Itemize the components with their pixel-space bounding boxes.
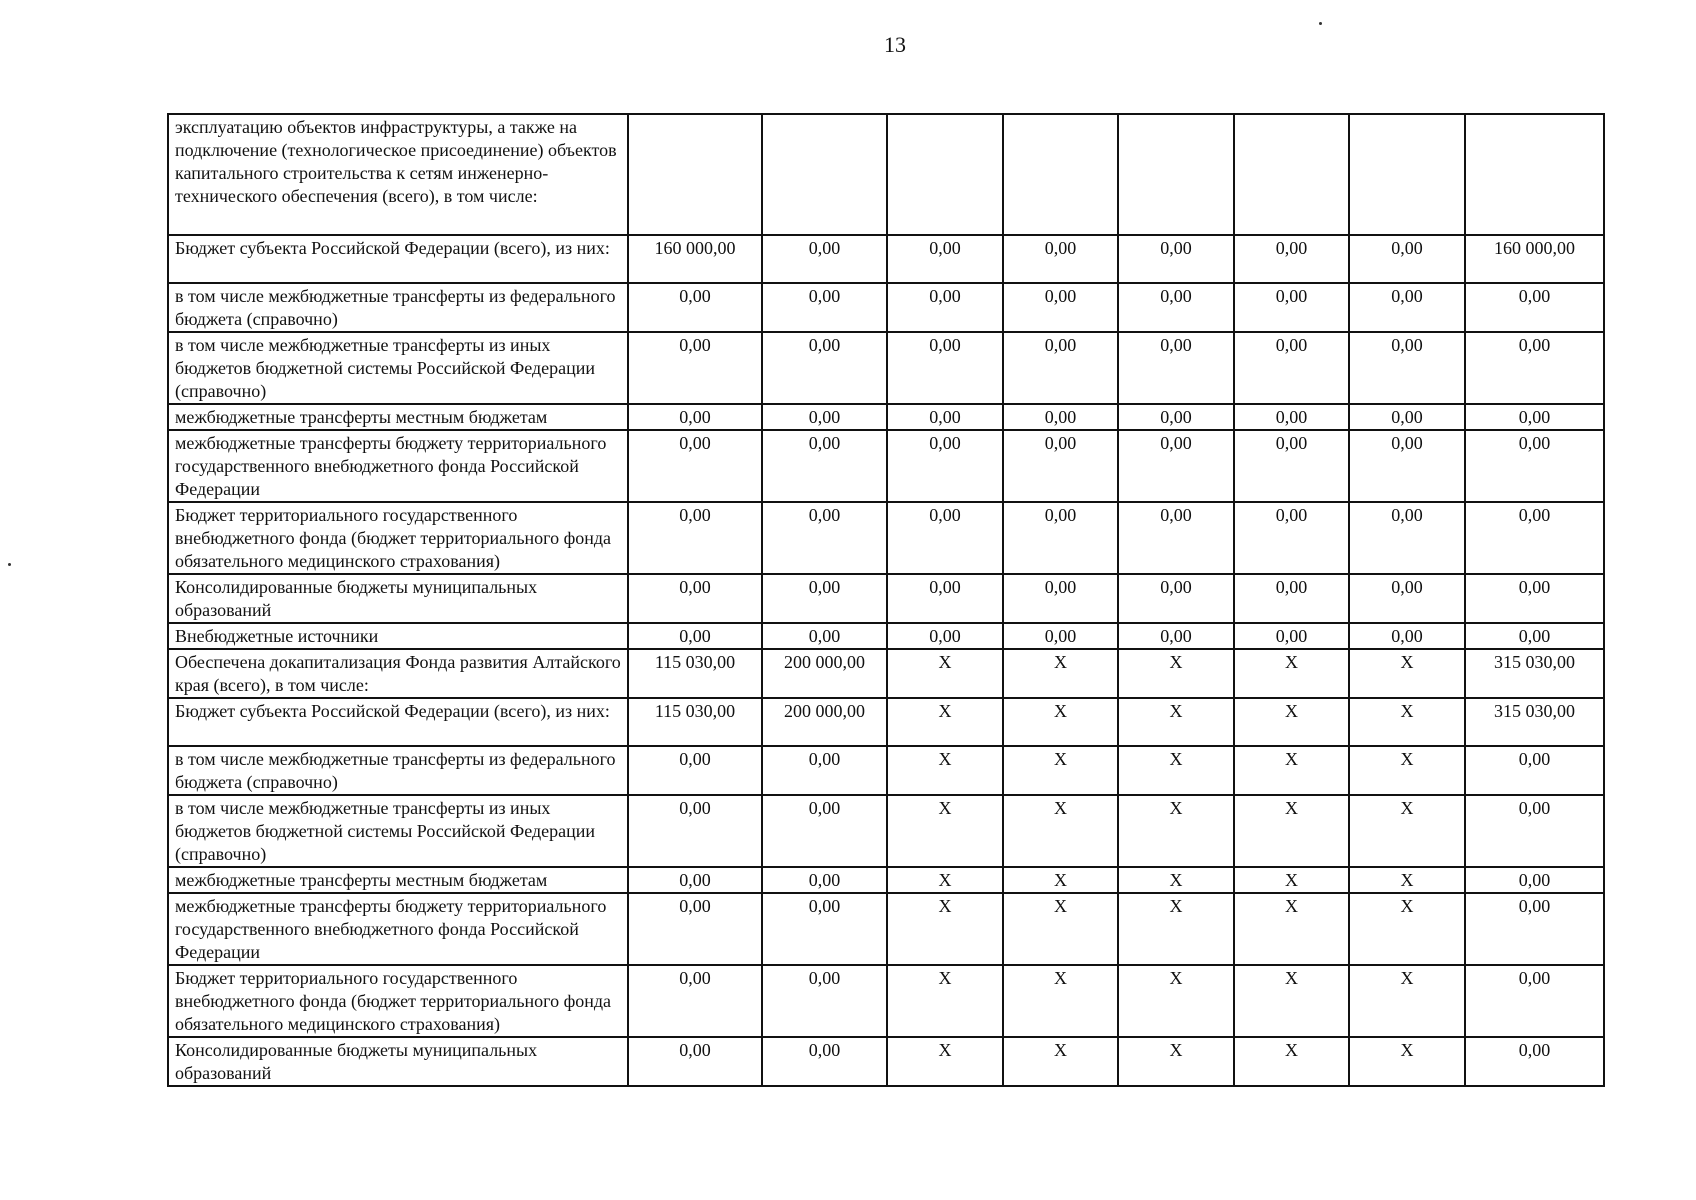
value-cell: 0,00 [628,404,762,430]
value-cell: X [887,746,1003,795]
row-label: межбюджетные трансферты бюджету территориального государственного внебюджетного фонда Российской Федерации [168,893,628,965]
value-cell: X [1234,1037,1349,1086]
value-cell: 0,00 [628,746,762,795]
value-cell: X [1118,965,1234,1037]
value-cell: X [1234,965,1349,1037]
value-cell: 0,00 [1118,283,1234,332]
value-cell: 0,00 [1003,502,1118,574]
value-cell: 0,00 [628,1037,762,1086]
value-cell: 0,00 [887,332,1003,404]
value-cell: 0,00 [628,430,762,502]
value-cell: 0,00 [1234,283,1349,332]
value-cell: 160 000,00 [1465,235,1604,283]
value-cell: X [1003,867,1118,893]
row-label: в том числе межбюджетные трансферты из федерального бюджета (справочно) [168,746,628,795]
row-label: Консолидированные бюджеты муниципальных образований [168,1037,628,1086]
value-cell: 0,00 [1234,332,1349,404]
table-row [168,114,1604,235]
value-cell: X [887,698,1003,746]
row-label: Обеспечена докапитализация Фонда развития Алтайского края (всего), в том числе: [168,649,628,698]
value-cell: 0,00 [1349,623,1465,649]
value-cell: 0,00 [762,1037,887,1086]
value-cell: 0,00 [1003,574,1118,623]
value-cell: 0,00 [762,867,887,893]
value-cell: 0,00 [1349,235,1465,283]
table-row [168,746,1604,795]
row-label: в том числе межбюджетные трансферты из федерального бюджета (справочно) [168,283,628,332]
value-cell: 0,00 [887,623,1003,649]
value-cell: 0,00 [762,623,887,649]
value-cell: 0,00 [1003,623,1118,649]
value-cell: 0,00 [628,332,762,404]
value-cell: 0,00 [762,430,887,502]
value-cell: X [1234,893,1349,965]
value-cell: 0,00 [762,574,887,623]
row-label: Бюджет территориального государственного внебюджетного фонда (бюджет территориального фонда обязательного медицинского страхования) [168,965,628,1037]
value-cell: 0,00 [887,430,1003,502]
value-cell: 0,00 [762,893,887,965]
table-row [168,1037,1604,1086]
value-cell: 0,00 [1465,623,1604,649]
value-cell: 0,00 [1349,430,1465,502]
value-cell: X [1349,893,1465,965]
value-cell: 0,00 [1465,332,1604,404]
value-cell: 0,00 [1118,623,1234,649]
value-cell: X [1349,965,1465,1037]
row-label: Внебюджетные источники [168,623,628,649]
value-cell: X [887,893,1003,965]
value-cell: 0,00 [762,235,887,283]
value-cell: 115 030,00 [628,649,762,698]
row-label: Бюджет субъекта Российской Федерации (всего), из них: [168,698,628,746]
value-cell: 0,00 [628,893,762,965]
value-cell: 0,00 [1465,574,1604,623]
row-label: межбюджетные трансферты бюджету территориального государственного внебюджетного фонда Российской Федерации [168,430,628,502]
value-cell: 0,00 [887,235,1003,283]
value-cell: 0,00 [1118,404,1234,430]
budget-table [167,113,1605,1087]
table-row [168,502,1604,574]
value-cell: X [1118,698,1234,746]
value-cell: 200 000,00 [762,698,887,746]
table-row [168,867,1604,893]
value-cell: X [1003,795,1118,867]
value-cell: 0,00 [1234,623,1349,649]
value-cell: 0,00 [762,795,887,867]
value-cell [887,114,1003,235]
value-cell: X [887,649,1003,698]
value-cell [1349,114,1465,235]
table-row [168,430,1604,502]
value-cell: 0,00 [1118,430,1234,502]
value-cell: X [887,867,1003,893]
value-cell: 0,00 [1003,235,1118,283]
value-cell: 0,00 [887,283,1003,332]
value-cell: X [1234,649,1349,698]
value-cell: X [1234,746,1349,795]
table-row [168,795,1604,867]
scan-speck [8,563,11,566]
value-cell [1234,114,1349,235]
value-cell: 0,00 [1465,283,1604,332]
value-cell: X [887,1037,1003,1086]
value-cell: 0,00 [1118,235,1234,283]
value-cell: 0,00 [1349,404,1465,430]
value-cell: 0,00 [1349,502,1465,574]
value-cell: 0,00 [1118,332,1234,404]
value-cell: 0,00 [628,795,762,867]
value-cell [762,114,887,235]
value-cell: X [887,795,1003,867]
table-body [168,114,1604,1086]
row-label: в том числе межбюджетные трансферты из иных бюджетов бюджетной системы Российской Федерации (справочно) [168,795,628,867]
table-row [168,332,1604,404]
value-cell: 0,00 [1465,502,1604,574]
value-cell: 0,00 [1003,404,1118,430]
value-cell: 0,00 [1465,867,1604,893]
value-cell: X [1003,649,1118,698]
value-cell: X [1349,649,1465,698]
page-number: 13 [884,32,906,57]
value-cell: 0,00 [887,404,1003,430]
value-cell: 0,00 [1234,235,1349,283]
table-row [168,698,1604,746]
value-cell: 0,00 [887,502,1003,574]
value-cell: 0,00 [1465,893,1604,965]
row-label: межбюджетные трансферты местным бюджетам [168,404,628,430]
value-cell: X [1234,698,1349,746]
table-row [168,574,1604,623]
value-cell: 0,00 [1349,332,1465,404]
table-row [168,649,1604,698]
value-cell: 0,00 [762,332,887,404]
value-cell: X [1118,1037,1234,1086]
table-row [168,965,1604,1037]
value-cell: 0,00 [762,283,887,332]
value-cell: 315 030,00 [1465,698,1604,746]
value-cell: X [1349,867,1465,893]
value-cell: 0,00 [1234,502,1349,574]
value-cell: 0,00 [628,574,762,623]
value-cell [1003,114,1118,235]
table-row [168,404,1604,430]
value-cell: 0,00 [628,283,762,332]
value-cell: 0,00 [887,574,1003,623]
value-cell: 0,00 [1349,283,1465,332]
value-cell: X [1118,893,1234,965]
value-cell: X [1349,1037,1465,1086]
row-label: Консолидированные бюджеты муниципальных образований [168,574,628,623]
value-cell: X [1349,795,1465,867]
value-cell: 0,00 [762,502,887,574]
value-cell: X [1003,965,1118,1037]
value-cell: 0,00 [1465,965,1604,1037]
scan-speck [1319,22,1322,25]
value-cell: 0,00 [1118,574,1234,623]
row-label: эксплуатацию объектов инфраструктуры, а также на подключение (технологическое присоединение) объектов капитального строительства к сетям инженерно-технического обеспечения (всего), в том числе: [168,114,628,235]
value-cell: 0,00 [1003,283,1118,332]
value-cell: 0,00 [1349,574,1465,623]
value-cell: 0,00 [628,965,762,1037]
table-row [168,623,1604,649]
value-cell: 115 030,00 [628,698,762,746]
value-cell: 0,00 [1465,404,1604,430]
value-cell: 0,00 [1465,1037,1604,1086]
value-cell: X [1118,649,1234,698]
row-label: в том числе межбюджетные трансферты из иных бюджетов бюджетной системы Российской Федерации (справочно) [168,332,628,404]
value-cell: 0,00 [1234,404,1349,430]
value-cell: X [1234,795,1349,867]
row-label: Бюджет территориального государственного внебюджетного фонда (бюджет территориального фонда обязательного медицинского страхования) [168,502,628,574]
value-cell: X [1003,893,1118,965]
value-cell: 0,00 [1234,430,1349,502]
value-cell [1465,114,1604,235]
table-row [168,235,1604,283]
value-cell: 200 000,00 [762,649,887,698]
value-cell: X [1118,867,1234,893]
value-cell: 315 030,00 [1465,649,1604,698]
value-cell: X [1118,746,1234,795]
value-cell: 160 000,00 [628,235,762,283]
value-cell: 0,00 [1465,430,1604,502]
value-cell: X [1349,746,1465,795]
value-cell: X [887,965,1003,1037]
value-cell: X [1003,1037,1118,1086]
row-label: Бюджет субъекта Российской Федерации (всего), из них: [168,235,628,283]
value-cell: X [1118,795,1234,867]
value-cell: 0,00 [1234,574,1349,623]
value-cell: X [1349,698,1465,746]
value-cell: 0,00 [762,965,887,1037]
value-cell: 0,00 [762,746,887,795]
value-cell: X [1234,867,1349,893]
value-cell: 0,00 [762,404,887,430]
value-cell: 0,00 [1465,795,1604,867]
value-cell: 0,00 [1003,332,1118,404]
value-cell: 0,00 [628,502,762,574]
value-cell [628,114,762,235]
value-cell: 0,00 [1465,746,1604,795]
value-cell: 0,00 [628,623,762,649]
row-label: межбюджетные трансферты местным бюджетам [168,867,628,893]
value-cell: 0,00 [1003,430,1118,502]
table-row [168,283,1604,332]
value-cell: 0,00 [1118,502,1234,574]
value-cell: X [1003,746,1118,795]
value-cell [1118,114,1234,235]
table-row [168,893,1604,965]
value-cell: 0,00 [628,867,762,893]
value-cell: X [1003,698,1118,746]
